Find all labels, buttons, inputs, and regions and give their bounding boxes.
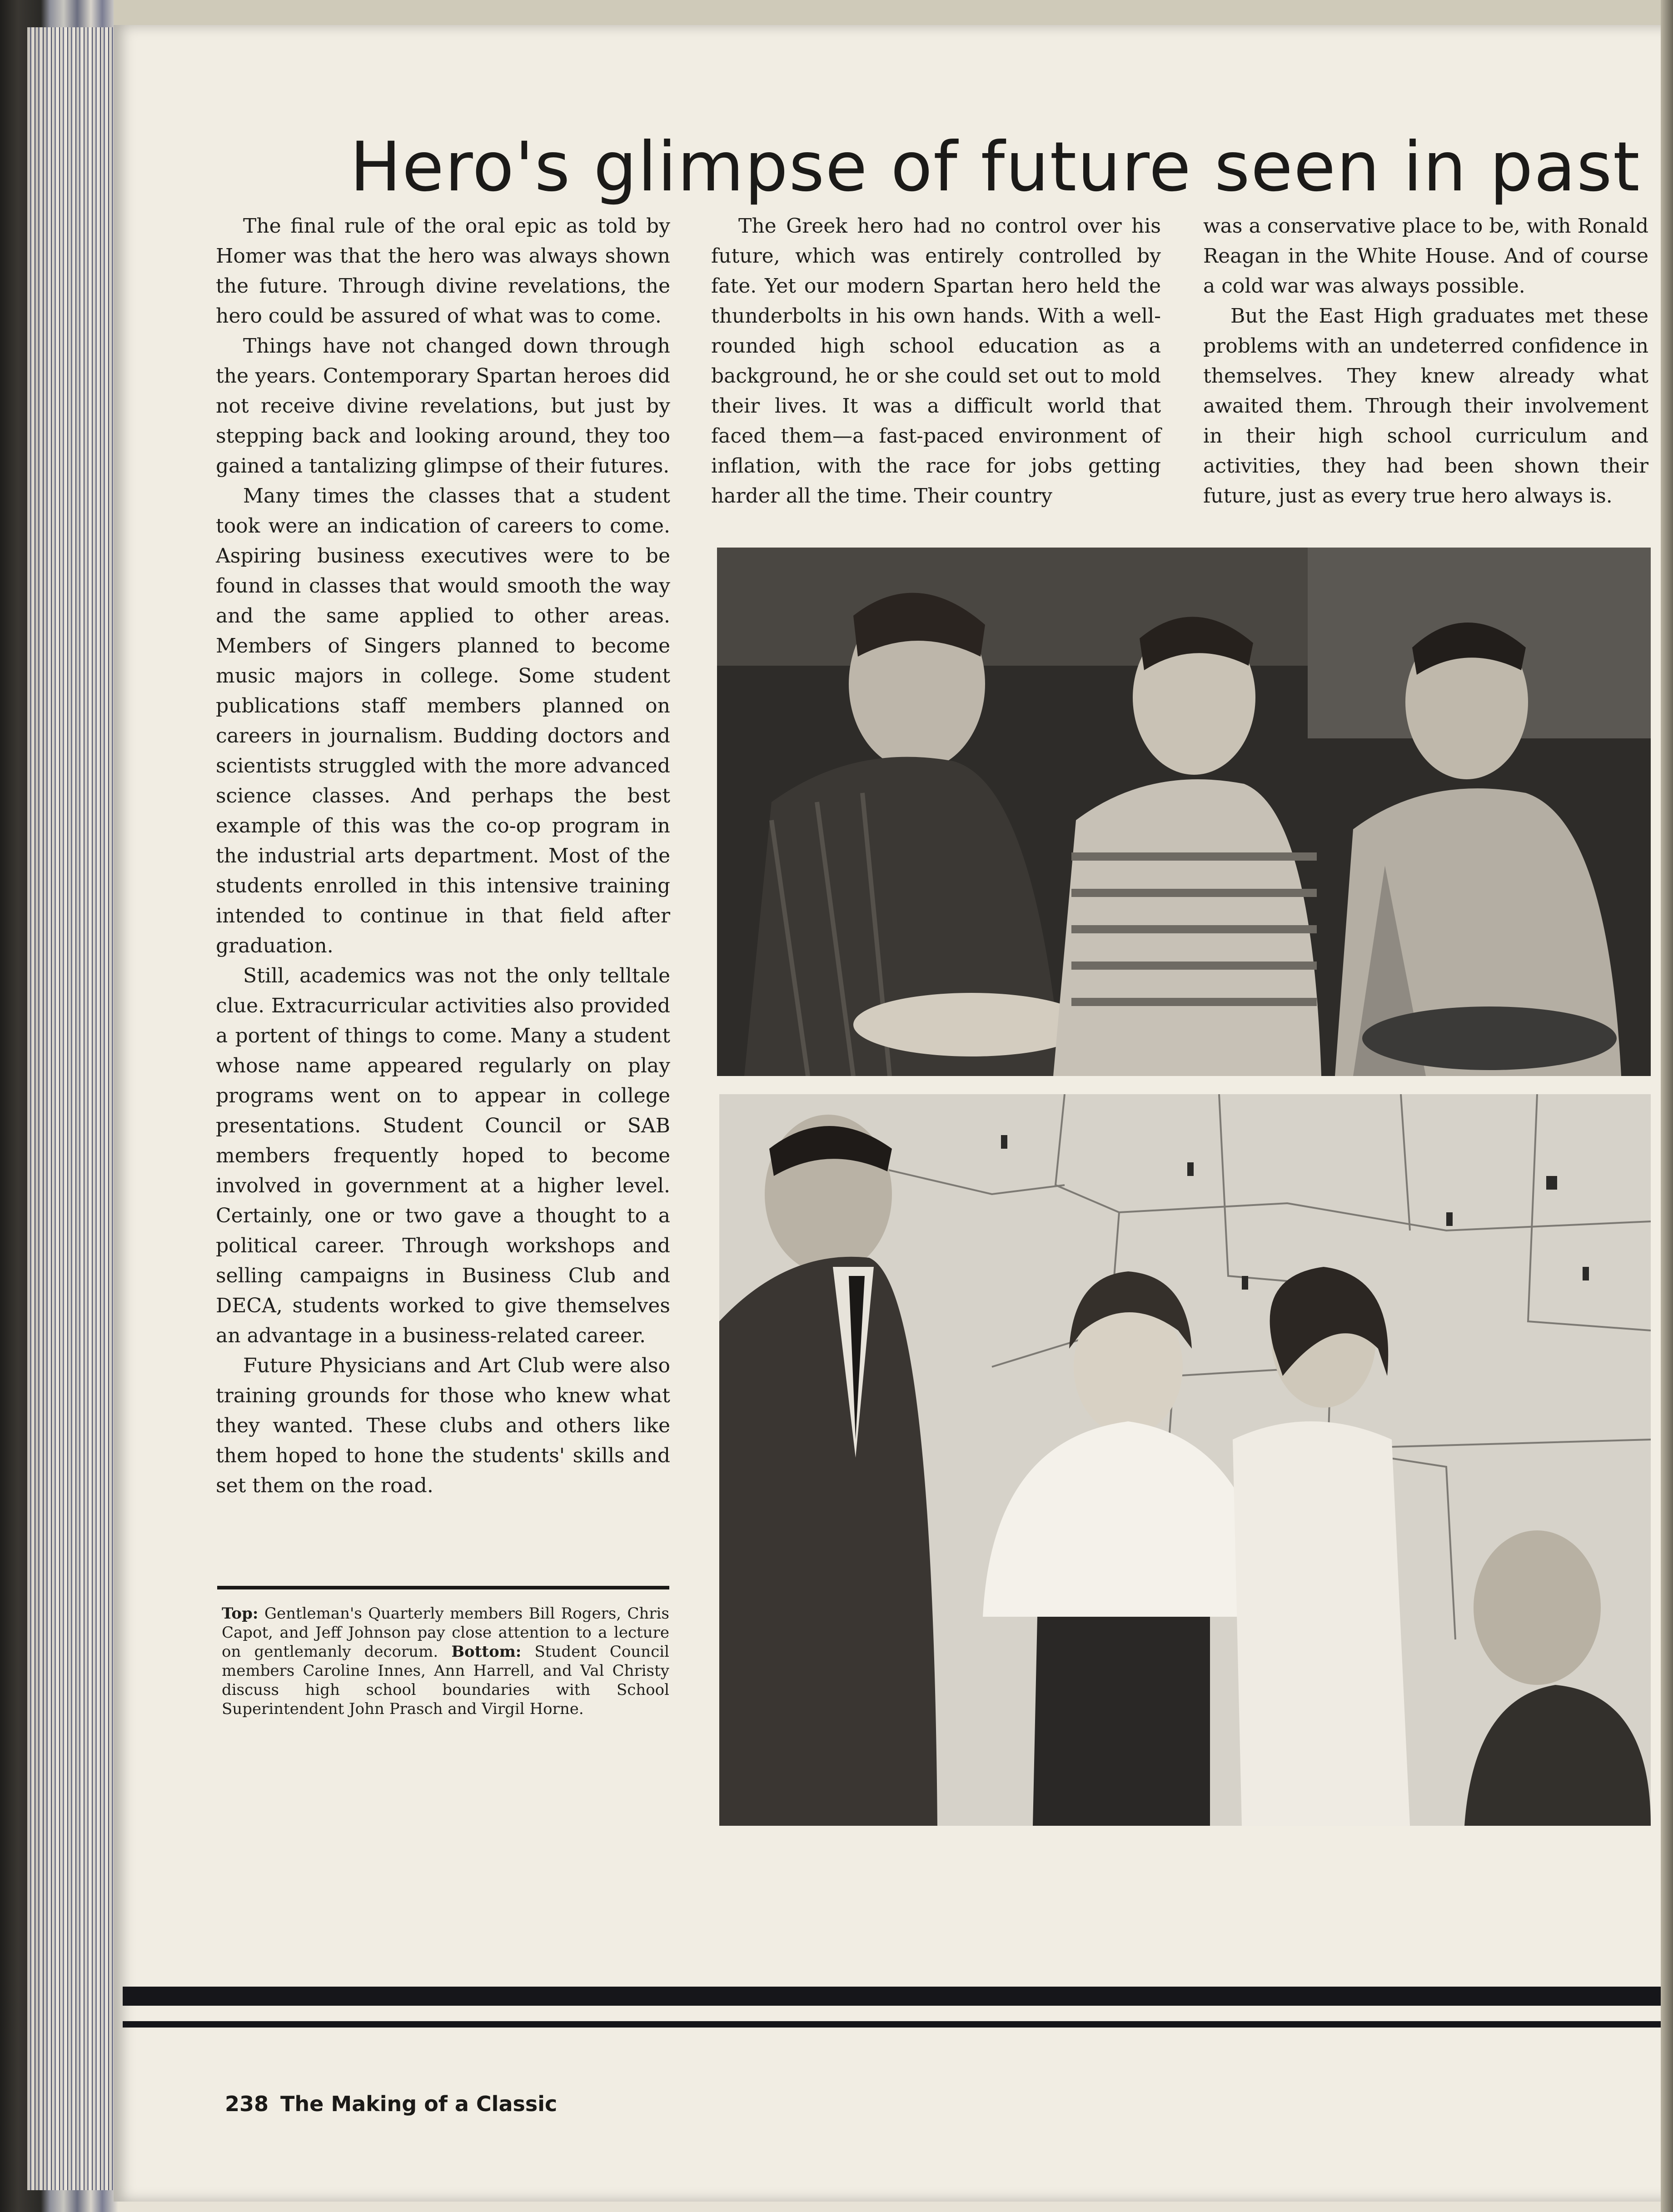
- paragraph: Future Physicians and Art Club were also training grounds for those who knew what they wanted. These clubs and others like them hoped to hone the students' skills and set them on the road.: [216, 1354, 670, 1497]
- paragraph: The Greek hero had no control over his future, which was entirely controlled by fate. Yet our modern Spartan hero held the thunderbolts in his own hands. With a well-rounded high school education as a background, he or she could set out to mold their lives. It was a difficult world that faced them—a fast-paced environment of inflation, with the race for jobs getting harder all the time. Their country: [711, 214, 1161, 508]
- page-number: 238: [225, 2092, 269, 2116]
- footer-rule-thick: [123, 1987, 1661, 2006]
- footer-rule-thin: [123, 2021, 1661, 2028]
- headline: Hero's glimpse of future seen in past: [350, 128, 1641, 207]
- scan-right-edge: [1661, 0, 1673, 2212]
- paragraph: The final rule of the oral epic as told by Homer was that the hero was always shown the future. Through divine revelations, the hero could be assured of what was to come.: [216, 214, 670, 328]
- photo-bottom-group-at-map: [719, 1094, 1651, 1826]
- article-column-1: [216, 211, 670, 1501]
- photo-caption: [222, 1604, 669, 1719]
- caption-bottom-text: Student Council members Caroline Innes, Ann Harrell, and Val Christy discuss high school boundaries with School Superintendent John Prasch and Virgil Horne.: [222, 1643, 669, 1718]
- caption-top-text: Gentleman's Quarterly members Bill Rogers, Chris Capot, and Jeff Johnson pay close attention to a lecture on gentlemanly decorum.: [222, 1604, 669, 1661]
- caption-top-label: Top:: [222, 1604, 259, 1623]
- photo-bottom-illustration: [719, 1094, 1651, 1826]
- scan-top-strip: [114, 0, 1673, 25]
- paragraph: But the East High graduates met these problems with an undeterred confidence in themselves. They knew already what awaited them. Through their involvement in their high school curriculum and activities, they had been shown their future, just as every true hero always is.: [1203, 304, 1648, 508]
- article-column-2: [711, 211, 1161, 511]
- paragraph: Things have not changed down through the years. Contemporary Spartan heroes did not receive divine revelations, but just by stepping back and looking around, they too gained a tantalizing glimpse of their futures.: [216, 334, 670, 478]
- caption-bottom-label: Bottom:: [451, 1643, 522, 1661]
- article-column-3: [1203, 211, 1648, 511]
- page-folio: [225, 2090, 557, 2117]
- paragraph: Many times the classes that a student took were an indication of careers to come. Aspiring business executives were to be found in classes that would smooth the way and the same applied to other areas. Members of Singers planned to become music majors in college. Some student publications staff members planned on careers in journalism. Budding doctors and scientists struggled with the more advanced science classes. And perhaps the best example of this was the co-op program in the industrial arts department. Most of the students enrolled in this intensive training intended to continue in that field after graduation.: [216, 484, 670, 957]
- paragraph-continued: was a conservative place to be, with Ronald Reagan in the White House. And of course a cold war was always possible.: [1203, 214, 1648, 298]
- caption-divider: [217, 1586, 669, 1589]
- paragraph: Still, academics was not the only telltale clue. Extracurricular activities also provided a portent of things to come. Many a student whose name appeared regularly on play programs went on to appear in college presentations. Student Council or SAB members frequently hoped to become involved in government at a higher level. Certainly, one or two gave a thought to a political career. Through workshops and selling campaigns in Business Club and DECA, students worked to give themselves an advantage in a business-related career.: [216, 964, 670, 1347]
- photo-top-illustration: [717, 548, 1651, 1076]
- section-title: The Making of a Classic: [280, 2092, 558, 2116]
- photo-top-students-seated: [717, 548, 1651, 1076]
